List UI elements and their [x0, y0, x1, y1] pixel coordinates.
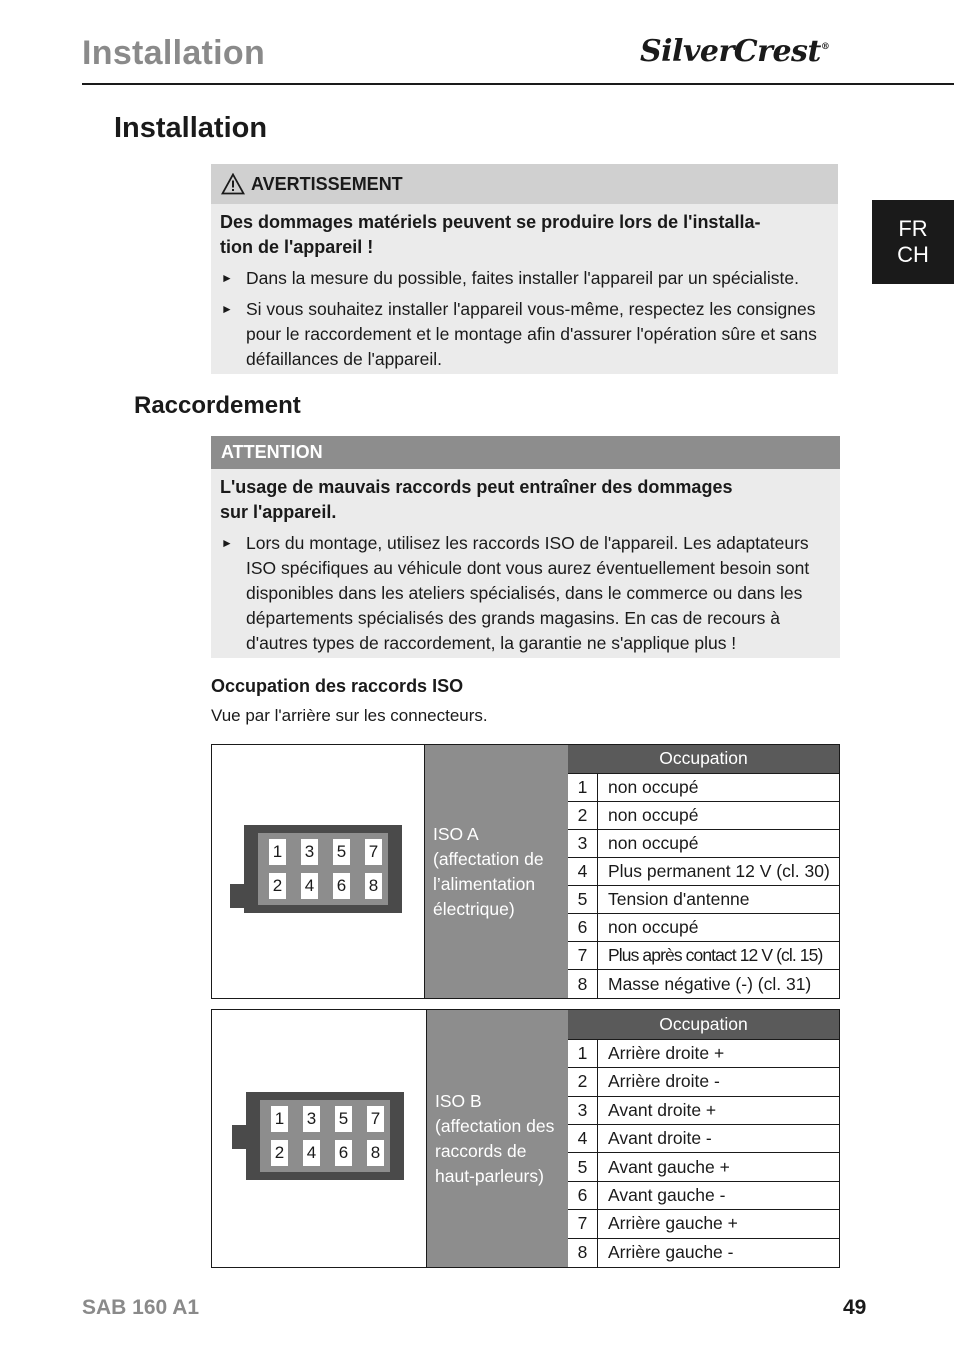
section-title: Installation — [114, 112, 268, 144]
pin-number: 8 — [568, 1239, 598, 1267]
bullet-arrow-icon: ► — [221, 536, 233, 550]
registered-mark: ® — [820, 42, 830, 52]
connector-key — [232, 1125, 248, 1149]
language-code-ch: CH — [897, 242, 929, 267]
pin-label: 1 — [269, 839, 286, 865]
pin-label: 2 — [271, 1140, 288, 1166]
connector-panel — [260, 1100, 390, 1172]
bullet-line: pour le raccordement et le montage afin d'assurer l'opération sûre et sans — [246, 324, 817, 344]
pin-description: Arrière droite + — [608, 1043, 725, 1064]
pin-label: 6 — [333, 873, 350, 899]
iso-note: Vue par l'arrière sur les connecteurs. — [211, 706, 488, 725]
warning-triangle-icon — [221, 173, 245, 195]
table-row — [568, 802, 839, 830]
warning-bullet — [211, 297, 838, 372]
pin-description: non occupé — [608, 805, 699, 825]
pin-number: 3 — [568, 830, 598, 857]
language-code-fr: FR — [898, 216, 928, 241]
warning-lead-line: Des dommages matériels peuvent se produire lors de l'installa- — [220, 212, 761, 232]
warning-box — [211, 164, 838, 374]
pin-label: 4 — [301, 873, 318, 899]
table-row — [568, 886, 839, 914]
warning-header — [211, 164, 838, 204]
brand-name: SilverCrest — [640, 34, 821, 69]
warning-title: AVERTISSEMENT — [251, 173, 403, 194]
pin-number: 7 — [568, 942, 598, 969]
pin-label: 1 — [271, 1106, 288, 1132]
table-row — [568, 1182, 839, 1210]
pin-description: Avant droite + — [608, 1099, 717, 1120]
pin-label: 3 — [303, 1106, 320, 1132]
pin-number: 7 — [568, 1210, 598, 1237]
attention-box — [211, 436, 840, 658]
iso-b-pin-table — [568, 1010, 839, 1267]
pin-description: Arrière gauche - — [608, 1242, 734, 1263]
pin-label: 8 — [365, 873, 382, 899]
iso-b-diagram-cell — [212, 1010, 427, 1267]
pin-description: Avant gauche + — [608, 1156, 730, 1177]
iso-a-pin-table — [568, 745, 839, 998]
table-row — [568, 1068, 839, 1096]
iso-b-label — [427, 1010, 568, 1267]
table-row — [568, 830, 839, 858]
table-row — [568, 942, 839, 970]
table-row — [568, 1210, 839, 1238]
iso-a-table — [211, 744, 840, 999]
pin-number: 5 — [568, 1153, 598, 1180]
connector-key — [230, 884, 246, 908]
iso-a-label-line: électrique) — [433, 898, 515, 919]
iso-a-diagram-cell — [212, 745, 425, 998]
pin-number: 6 — [568, 914, 598, 941]
connector-panel — [258, 833, 388, 905]
pin-label: 5 — [335, 1106, 352, 1132]
pin-number: 3 — [568, 1097, 598, 1124]
running-title: Installation — [82, 34, 266, 72]
pin-number: 5 — [568, 886, 598, 913]
pin-label: 8 — [367, 1140, 384, 1166]
table-row — [568, 914, 839, 942]
pin-number: 1 — [568, 774, 598, 801]
attention-bullet — [211, 531, 840, 656]
bullet-arrow-icon: ► — [221, 271, 233, 285]
table-row — [568, 1239, 839, 1267]
table-row — [568, 1040, 839, 1068]
attention-header — [211, 436, 840, 469]
table-row — [568, 774, 839, 802]
pin-label: 7 — [367, 1106, 384, 1132]
header-rule — [82, 83, 954, 85]
brand-logo — [640, 34, 829, 69]
pin-number: 4 — [568, 858, 598, 885]
bullet-arrow-icon: ► — [221, 302, 233, 316]
iso-b-connector-diagram — [232, 1092, 408, 1182]
table-row — [568, 970, 839, 998]
pin-description: Arrière droite - — [608, 1071, 720, 1092]
pin-description: Tension d'antenne — [608, 889, 750, 909]
bullet-line: disponibles dans les ateliers spécialisés, dans le commerce ou dans les — [246, 583, 803, 603]
pin-label: 4 — [303, 1140, 320, 1166]
pin-description: Plus permanent 12 V (cl. 30) — [608, 861, 830, 881]
bullet-line: Dans la mesure du possible, faites installer l'appareil par un spécialiste. — [246, 268, 799, 288]
footer-model: SAB 160 A1 — [82, 1296, 200, 1319]
iso-a-connector-diagram — [230, 825, 406, 915]
table-row — [568, 1153, 839, 1181]
pin-label: 6 — [335, 1140, 352, 1166]
page-number: 49 — [843, 1296, 867, 1319]
table-row — [568, 858, 839, 886]
iso-heading: Occupation des raccords ISO — [211, 676, 464, 696]
pin-number: 2 — [568, 802, 598, 829]
pin-label: 3 — [301, 839, 318, 865]
pin-description: non occupé — [608, 777, 699, 797]
table-row — [568, 1125, 839, 1153]
table-row — [568, 1097, 839, 1125]
pin-label: 7 — [365, 839, 382, 865]
pin-description: Masse négative (-) (cl. 31) — [608, 973, 812, 994]
bullet-line: Si vous souhaitez installer l'appareil vous-même, respectez les consignes — [246, 299, 816, 319]
bullet-line: Lors du montage, utilisez les raccords ISO de l'appareil. Les adaptateurs — [246, 533, 809, 553]
iso-a-label-line: (affectation de — [433, 848, 544, 869]
pin-description: Plus après contact 12 V (cl. 15) — [608, 945, 823, 965]
occupation-header: Occupation — [568, 745, 839, 774]
bullet-line: défaillances de l'appareil. — [246, 349, 442, 369]
pin-description: non occupé — [608, 833, 699, 853]
pin-number: 4 — [568, 1125, 598, 1152]
pin-number: 2 — [568, 1068, 598, 1095]
iso-b-table — [211, 1009, 840, 1268]
attention-title: ATTENTION — [221, 442, 323, 462]
iso-b-label-line: ISO B — [435, 1090, 482, 1111]
attention-lead — [211, 469, 840, 525]
bullet-line: ISO spécifiques au véhicule dont vous aurez éventuellement besoin sont — [246, 558, 810, 578]
iso-a-label-line: l’alimentation — [433, 873, 536, 894]
pin-label: 5 — [333, 839, 350, 865]
pin-description: non occupé — [608, 917, 699, 937]
subsection-title: Raccordement — [134, 392, 301, 419]
iso-b-label-line: raccords de — [435, 1140, 527, 1161]
attention-lead-line: sur l'appareil. — [220, 502, 337, 522]
pin-description: Avant gauche - — [608, 1185, 726, 1206]
bullet-line: d'autres types de raccordement, la garantie ne s'applique plus ! — [246, 633, 737, 653]
iso-a-label — [425, 745, 568, 998]
warning-bullet — [211, 266, 838, 291]
iso-b-label-line: haut-parleurs) — [435, 1165, 544, 1186]
iso-b-label-line: (affectation des — [435, 1115, 555, 1136]
iso-a-label-line: ISO A — [433, 823, 479, 844]
warning-lead — [211, 204, 838, 260]
occupation-header: Occupation — [568, 1010, 839, 1040]
pin-number: 1 — [568, 1040, 598, 1067]
pin-number: 6 — [568, 1182, 598, 1209]
attention-lead-line: L'usage de mauvais raccords peut entraîner des dommages — [220, 477, 733, 497]
pin-description: Avant droite - — [608, 1128, 712, 1149]
pin-number: 8 — [568, 970, 598, 998]
warning-lead-line: tion de l'appareil ! — [220, 237, 374, 257]
pin-label: 2 — [269, 873, 286, 899]
bullet-line: départements spécialisés des grands magasins. En cas de recours à — [246, 608, 781, 628]
pin-description: Arrière gauche + — [608, 1213, 738, 1234]
language-tab — [872, 200, 954, 284]
